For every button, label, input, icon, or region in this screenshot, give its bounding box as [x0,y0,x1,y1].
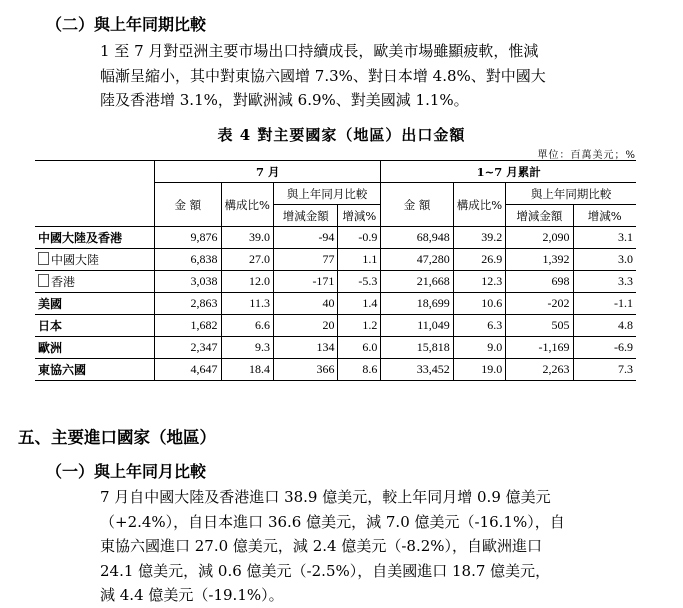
value-cell-y-share: 26.9 [453,249,505,271]
region-label: 中國大陸及香港 [38,231,123,245]
value-cell-y-share: 10.6 [453,293,505,315]
header-amount-ytd: 金 額 [381,183,453,227]
value-cell-m-share: 6.6 [221,315,273,337]
header-yoy-month: 與上年同月比較 [273,183,380,205]
value-cell-m-share: 18.4 [221,359,273,381]
paragraph-export-summary [100,39,546,113]
value-cell-y-amt: 18,699 [381,293,453,315]
region-cell [35,271,155,293]
paragraph-import-summary [100,485,565,608]
table-row [35,271,636,293]
region-cell [35,227,155,249]
region-cell [35,337,155,359]
value-cell-m-amt: 2,347 [155,337,221,359]
header-region-cell [35,161,155,227]
region-label: 美國 [38,297,63,311]
value-cell-m-share: 11.3 [221,293,273,315]
table-title: 表 4 對主要國家（地區）出口金額 [217,126,466,144]
value-cell-y-chg: 2,263 [506,359,573,381]
value-cell-y-amt: 47,280 [381,249,453,271]
value-cell-m-share: 27.0 [221,249,273,271]
region-cell [35,359,155,381]
bullet-box-icon [38,274,49,287]
table-unit: 單位：百萬美元；% [537,150,636,161]
table-row [35,337,636,359]
value-cell-m-pct: 1.2 [338,315,381,337]
value-cell-y-share: 12.3 [453,271,505,293]
value-cell-y-amt: 11,049 [381,315,453,337]
region-cell [35,249,155,271]
value-cell-y-pct: -1.1 [573,293,636,315]
value-cell-m-pct: 1.1 [338,249,381,271]
value-cell-y-chg: -1,169 [506,337,573,359]
paragraph-line: 東協六國進口 27.0 億美元，減 2.4 億美元（-8.2%），自歐洲進口 [100,537,543,555]
value-cell-y-pct: 3.1 [573,227,636,249]
value-cell-y-amt: 15,818 [381,337,453,359]
table-header-row-1 [35,161,636,183]
region-cell [35,293,155,315]
value-cell-y-share: 39.2 [453,227,505,249]
paragraph-line: 陸及香港增 3.1%，對歐洲減 6.9%、對美國減 1.1%。 [100,91,469,109]
value-cell-m-share: 12.0 [221,271,273,293]
header-change-pct-ytd: 增減% [573,205,636,227]
value-cell-y-chg: 2,090 [506,227,573,249]
value-cell-m-amt: 2,863 [155,293,221,315]
table-row [35,359,636,381]
value-cell-y-amt: 68,948 [381,227,453,249]
header-amount: 金 額 [155,183,221,227]
region-label: 歐洲 [38,341,63,355]
value-cell-y-chg: 505 [506,315,573,337]
value-cell-y-share: 19.0 [453,359,505,381]
value-cell-m-chg: 77 [273,249,337,271]
header-share: 構成比% [221,183,273,227]
section-heading-comparison-month: （一）與上年同月比較 [46,462,207,481]
value-cell-m-pct: 1.4 [338,293,381,315]
value-cell-m-chg: 40 [273,293,337,315]
region-cell [35,315,155,337]
region-label: 香港 [51,275,76,289]
value-cell-y-pct: 7.3 [573,359,636,381]
header-ytd: 1~7 月累計 [381,161,636,183]
value-cell-y-chg: -202 [506,293,573,315]
value-cell-y-chg: 1,392 [506,249,573,271]
paragraph-line: 7 月自中國大陸及香港進口 38.9 億美元，較上年同月增 0.9 億美元 [100,488,551,506]
value-cell-m-share: 9.3 [221,337,273,359]
paragraph-line: 24.1 億美元，減 0.6 億美元（-2.5%），自美國進口 18.7 億美元， [100,561,551,580]
paragraph-line: 1 至 7 月對亞洲主要市場出口持續成長，歐美市場雖顯疲軟，惟減 [100,42,539,60]
value-cell-y-amt: 21,668 [381,271,453,293]
region-label: 中國大陸 [51,253,100,267]
value-cell-m-amt: 1,682 [155,315,221,337]
table-row [35,227,636,249]
value-cell-m-amt: 9,876 [155,227,221,249]
value-cell-m-pct: -5.3 [338,271,381,293]
region-label: 東協六國 [38,363,87,377]
paragraph-line: 幅漸呈縮小，其中對東協六國增 7.3%、對日本增 4.8%、對中國大 [100,66,546,85]
bullet-box-icon [38,252,49,265]
region-label: 日本 [38,319,63,333]
value-cell-m-amt: 6,838 [155,249,221,271]
table-row [35,293,636,315]
value-cell-m-chg: 134 [273,337,337,359]
value-cell-m-amt: 3,038 [155,271,221,293]
header-share-ytd: 構成比% [453,183,505,227]
value-cell-m-chg: 366 [273,359,337,381]
paragraph-line: 減 4.4 億美元（-19.1%）。 [100,586,284,604]
value-cell-y-pct: 3.0 [573,249,636,271]
table-row [35,249,636,271]
value-cell-m-chg: 20 [273,315,337,337]
value-cell-y-chg: 698 [506,271,573,293]
table-row [35,315,636,337]
value-cell-m-pct: 6.0 [338,337,381,359]
header-change-amount-ytd: 增減金額 [506,205,573,227]
value-cell-y-share: 9.0 [453,337,505,359]
header-change-pct: 增減% [338,205,381,227]
value-cell-y-pct: 3.3 [573,271,636,293]
value-cell-m-chg: -171 [273,271,337,293]
value-cell-m-share: 39.0 [221,227,273,249]
header-july: 7 月 [155,161,381,183]
export-table [35,160,636,381]
value-cell-m-pct: 8.6 [338,359,381,381]
header-change-amount: 增減金額 [273,205,337,227]
section-heading-imports: 五、主要進口國家（地區） [18,428,216,447]
value-cell-y-pct: -6.9 [573,337,636,359]
paragraph-line: （+2.4%），自日本進口 36.6 億美元，減 7.0 億美元（-16.1%），自 [100,512,565,531]
header-yoy-ytd: 與上年同期比較 [506,183,636,205]
value-cell-m-pct: -0.9 [338,227,381,249]
value-cell-m-chg: -94 [273,227,337,249]
section-heading-comparison-ytd: （二）與上年同期比較 [46,15,207,34]
value-cell-y-share: 6.3 [453,315,505,337]
value-cell-y-amt: 33,452 [381,359,453,381]
table-body [35,227,636,381]
value-cell-y-pct: 4.8 [573,315,636,337]
value-cell-m-amt: 4,647 [155,359,221,381]
